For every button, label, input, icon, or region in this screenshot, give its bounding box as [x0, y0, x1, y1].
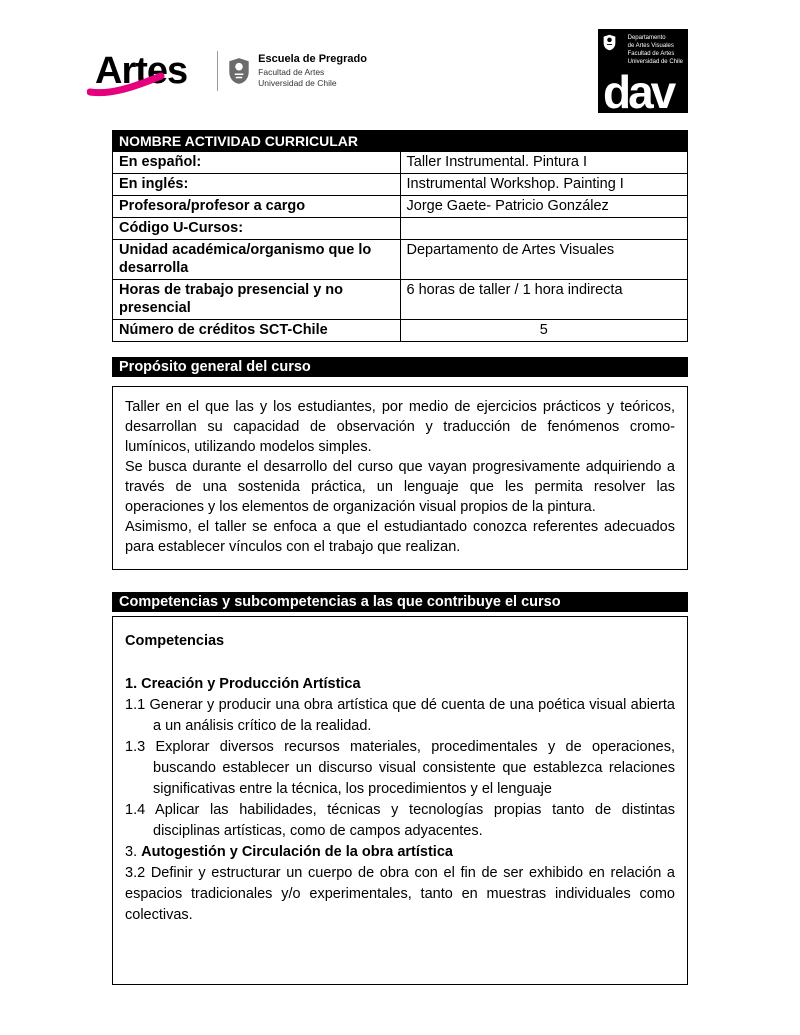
header — [0, 0, 800, 119]
row-value: Jorge Gaete- Patricio González — [400, 196, 688, 218]
escuela-pregrado-block — [258, 53, 367, 89]
table-row — [113, 320, 688, 342]
dav-caption-line4: Universidad de Chile — [627, 59, 683, 66]
competencias-heading: Competencias — [125, 633, 225, 649]
main-content — [112, 130, 688, 985]
curricular-table — [112, 130, 688, 342]
header-divider — [217, 51, 218, 91]
table-title: NOMBRE ACTIVIDAD CURRICULAR — [113, 131, 688, 152]
table-row — [113, 174, 688, 196]
row-label: Número de créditos SCT-Chile — [113, 320, 401, 342]
competencia-1-title: 1. Creación y Producción Artística — [125, 676, 361, 692]
dav-caption-line3: Facultad de Artes — [627, 51, 675, 58]
proposito-section-bar: Propósito general del curso — [112, 357, 688, 377]
dav-logo-text: dav — [603, 66, 674, 119]
pregrado-title: Escuela de Pregrado — [258, 53, 367, 66]
competencia-3-label: Autogestión y Circulación de la obra artística — [141, 844, 453, 860]
row-label: Código U-Cursos: — [113, 218, 401, 240]
proposito-paragraph-1: Taller en el que las y los estudiantes, por medio de ejercicios prácticos y teóricos, desarrollan su capacidad de observación y traducción de fenómenos cromo-lumínicos, utilizando modelos simples. — [125, 399, 675, 455]
row-value: 5 — [400, 320, 688, 342]
row-value: Instrumental Workshop. Painting I — [400, 174, 688, 196]
dav-logo — [598, 29, 688, 119]
competencia-3-title — [125, 842, 675, 863]
dav-caption-line2: de Artes Visuales — [627, 43, 674, 50]
row-value: 6 horas de taller / 1 hora indirecta — [400, 280, 688, 320]
proposito-box — [112, 386, 688, 570]
proposito-paragraph-3: Asimismo, el taller se enfoca a que el estudiantado conozca referentes adecuados para establecer vínculos con el trabajo que realizan. — [125, 519, 675, 555]
dav-seal-icon — [603, 34, 616, 51]
table-title-row — [113, 131, 688, 152]
competencia-1-3: 1.3 Explorar diversos recursos materiales, procedimentales y de operaciones, buscando establecer un discurso visual consistente que establezca relaciones significativas entre la técnica, los procedimientos y el lenguaje — [125, 739, 675, 797]
dav-caption-line1: Departamento — [627, 35, 666, 41]
dav-caption — [628, 34, 683, 66]
pregrado-universidad: Universidad de Chile — [258, 77, 337, 88]
table-row — [113, 218, 688, 240]
artes-logo-text: Artes — [95, 50, 188, 92]
table-row — [113, 280, 688, 320]
competencias-section-bar: Competencias y subcompetencias a las que contribuye el curso — [112, 592, 688, 612]
row-label: Horas de trabajo presencial y no presencial — [113, 280, 401, 320]
universidad-de-chile-seal-icon — [228, 57, 250, 85]
table-row — [113, 152, 688, 174]
row-value: Departamento de Artes Visuales — [400, 240, 688, 280]
row-label: Unidad académica/organismo que lo desarrolla — [113, 240, 401, 280]
row-value — [400, 218, 688, 240]
competencia-3-number: 3. — [125, 844, 142, 860]
competencia-1-4: 1.4 Aplicar las habilidades, técnicas y tecnologías propias tanto de distintas disciplinas artísticas, como de campos adyacentes. — [125, 802, 675, 839]
row-label: En inglés: — [113, 174, 401, 196]
proposito-paragraph-2: Se busca durante el desarrollo del curso que vayan progresivamente adquiriendo a través de una sostenida práctica, un lenguaje que les permita resolver las operaciones y los elementos de organización visual propios de la pintura. — [125, 459, 675, 515]
table-row — [113, 196, 688, 218]
dav-logo-top — [603, 34, 683, 66]
artes-logo — [95, 52, 187, 90]
competencia-3-2: 3.2 Definir y estructurar un cuerpo de obra con el fin de ser exhibido en relación a espacios tradicionales y/o experimentales, tanto en muestras individuales como colectivas. — [125, 865, 675, 923]
row-label: En español: — [113, 152, 401, 174]
competencia-1-1: 1.1 Generar y producir una obra artística que dé cuenta de una poética visual abierta a un análisis crítico de la realidad. — [125, 697, 675, 734]
pregrado-facultad: Facultad de Artes — [258, 66, 325, 77]
table-row — [113, 240, 688, 280]
row-label: Profesora/profesor a cargo — [113, 196, 401, 218]
competencias-box — [112, 616, 688, 985]
row-value: Taller Instrumental. Pintura I — [400, 152, 688, 174]
